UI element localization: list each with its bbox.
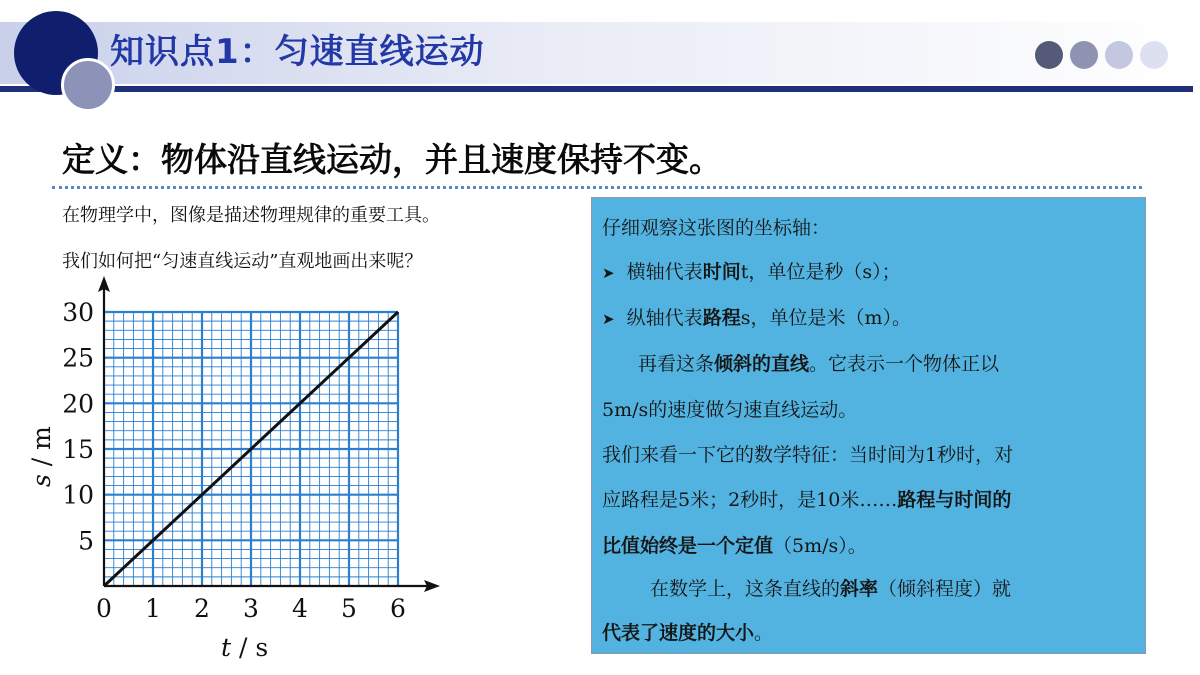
- bullet-1-post: t，单位是秒（s）；: [740, 261, 901, 283]
- info-line-7: [602, 486, 1011, 514]
- x-tick-label: 6: [390, 594, 406, 623]
- decor-dot-2: [1070, 41, 1098, 69]
- info-line-6: 我们来看一下它的数学特征：当时间为1秒时，对: [602, 444, 1014, 466]
- line-9-pre: 在数学上，这条直线的: [650, 578, 841, 600]
- intro-line-1: 在物理学中，图像是描述物理规律的重要工具。: [62, 205, 440, 226]
- explanation-box: [591, 197, 1146, 654]
- intro-line-2: 我们如何把“匀速直线运动”直观地画出来呢？: [62, 251, 423, 272]
- info-line-4: [638, 350, 999, 378]
- distance-time-chart: [20, 270, 450, 665]
- decor-circle-small: [61, 58, 115, 112]
- y-tick-label: 30: [62, 298, 94, 327]
- x-tick-label: 4: [292, 594, 308, 623]
- info-line-8: [602, 532, 867, 560]
- y-tick-label: 5: [78, 526, 94, 556]
- decor-dot-3: [1105, 41, 1133, 69]
- header-underline: [0, 86, 1193, 92]
- bullet-2-post: s，单位是米（m）。: [740, 307, 911, 329]
- bullet-1-pre: 横轴代表: [626, 261, 703, 283]
- line-9-bold: 斜率: [840, 578, 879, 600]
- y-tick-label: 10: [62, 480, 94, 510]
- bullet-2-bold: 路程: [702, 307, 741, 329]
- decor-dot-1: [1035, 41, 1063, 69]
- line-8-post: （5m/s）。: [773, 535, 867, 557]
- line-4-pre: 再看这条: [638, 353, 715, 375]
- x-tick-label: 1: [145, 594, 161, 623]
- x-tick-label: 5: [341, 594, 357, 623]
- x-tick-label: 2: [194, 594, 210, 623]
- y-tick-label: 25: [62, 343, 94, 373]
- line-8-bold: 比值始终是一个定值: [602, 535, 774, 557]
- info-line-5: 5m/s的速度做匀速直线运动。: [602, 399, 858, 421]
- bullet-2-pre: 纵轴代表: [626, 307, 703, 329]
- y-tick-label: 15: [62, 435, 94, 464]
- line-10-bold: 代表了速度的大小: [602, 622, 755, 644]
- info-bullet-2: [602, 304, 911, 333]
- x-axis-label-var: t: [221, 633, 232, 662]
- line-4-post: 。它表示一个物体正以: [809, 353, 1000, 375]
- info-line-9: [650, 575, 1011, 603]
- line-9-post: （倾斜程度）就: [878, 578, 1012, 600]
- arrowhead-bullet-icon: ➤: [602, 264, 615, 282]
- info-bullet-1: [602, 258, 901, 287]
- info-line-10: [602, 619, 773, 647]
- y-tick-label: 20: [62, 389, 94, 419]
- x-tick-label: 0: [96, 594, 112, 623]
- line-7-bold: 路程与时间的: [897, 489, 1012, 511]
- x-axis-label: [221, 633, 268, 662]
- page-title: 知识点1：匀速直线运动: [110, 32, 485, 72]
- definition-heading: 定义：物体沿直线运动，并且速度保持不变。: [62, 140, 722, 179]
- line-10-post: 。: [754, 622, 774, 644]
- x-tick-label: 3: [243, 594, 259, 623]
- bullet-1-bold: 时间: [702, 261, 741, 283]
- y-axis-label: [27, 426, 56, 487]
- decor-dot-4: [1140, 41, 1168, 69]
- line-7-pre: 应路程是5米；2秒时，是10米……: [602, 489, 898, 511]
- info-intro: 仔细观察这张图的坐标轴：: [602, 217, 831, 239]
- line-4-bold: 倾斜的直线: [714, 353, 810, 375]
- dotted-divider: [52, 186, 1142, 189]
- arrowhead-bullet-icon: ➤: [602, 310, 615, 328]
- y-axis-label-unit: / m: [27, 426, 56, 475]
- x-axis-label-unit: / s: [231, 633, 269, 662]
- y-axis-label-var: s: [27, 474, 56, 487]
